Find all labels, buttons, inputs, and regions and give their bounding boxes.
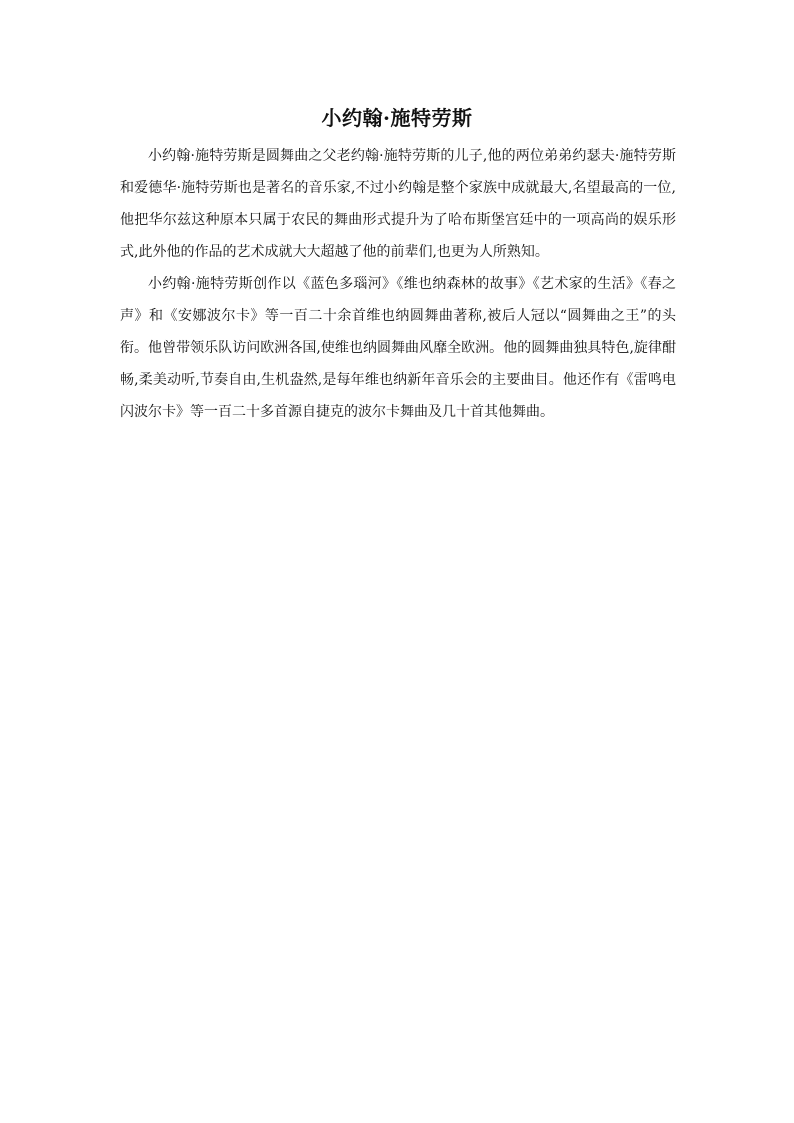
paragraph-2: 小约翰·施特劳斯创作以《蓝色多瑙河》《维也纳森林的故事》《艺术家的生活》《春之声》和《安娜波尔卡》等一百二十余首维也纳圆舞曲著称,被后人冠以“圆舞曲之王”的头衔。他曾带领乐队访问欧洲各国,使维也纳圆舞曲风靡全欧洲。他的圆舞曲独具特色,旋律酣畅,柔美动听,节奏自由,生机盎然,是每年维也纳新年音乐会的主要曲目。他还作有《雷鸣电闪波尔卡》等一百二十多首源自捷克的波尔卡舞曲及几十首其他舞曲。 bbox=[120, 276, 676, 420]
document-title: 小约翰·施特劳斯 bbox=[321, 106, 473, 130]
paragraph-1: 小约翰·施特劳斯是圆舞曲之父老约翰·施特劳斯的儿子,他的两位弟弟约瑟夫·施特劳斯和爱德华·施特劳斯也是著名的音乐家,不过小约翰是整个家族中成就最大,名望最高的一位,他把华尔兹这种原本只属于农民的舞曲形式提升为了哈布斯堡宫廷中的一项高尚的娱乐形式,此外他的作品的艺术成就大大超越了他的前辈们,也更为人所熟知。 bbox=[120, 148, 676, 260]
document-body bbox=[120, 140, 676, 428]
